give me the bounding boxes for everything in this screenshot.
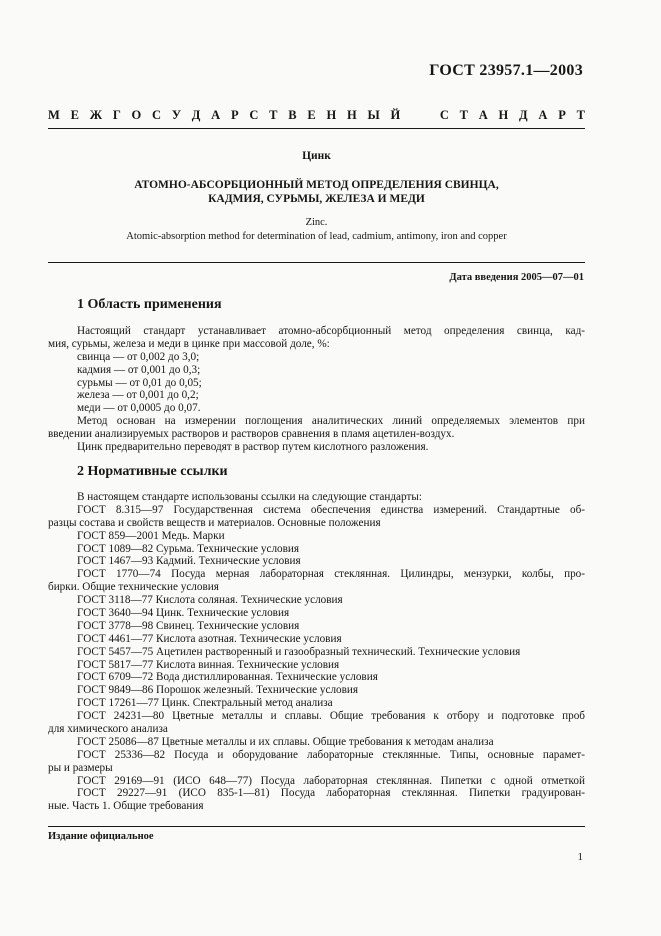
banner-letter: Т	[576, 108, 585, 122]
banner-letter: Р	[558, 108, 566, 122]
text-line: ГОСТ 24231—80 Цветные металлы и сплавы. Общие требования к отбору и подготовке проб	[77, 710, 585, 723]
text-line: ГОСТ 9849—86 Порошок железный. Технические условия	[77, 684, 359, 697]
document-title-line: КАДМИЯ, СУРЬМЫ, ЖЕЛЕЗА И МЕДИ	[208, 193, 425, 205]
english-title-line: Atomic-absorption method for determination of lead, cadmium, antimony, iron and copper	[126, 231, 507, 242]
text-line: ГОСТ 25336—82 Посуда и оборудование лабораторные стеклянные. Типы, основные парамет-	[77, 748, 585, 761]
text-line: введении анализируемых растворов и растворов сравнения в пламя ацетилен-воздух.	[48, 428, 455, 441]
banner-letter: Ы	[367, 108, 380, 122]
banner-letter: Р	[230, 108, 239, 122]
banner-letter: Е	[307, 108, 316, 122]
text-line: ГОСТ 1770—74 Посуда мерная лабораторная стеклянная. Цилиндры, мензурки, колбы, про-	[77, 568, 585, 581]
banner-letter: М	[48, 108, 60, 122]
banner-letter: С	[249, 108, 259, 122]
text-line: Настоящий стандарт устанавливает атомно-абсорбционный метод определения свинца, кад-	[77, 325, 585, 337]
banner-letter: Д	[191, 108, 201, 122]
document-title-line: АТОМНО-АБСОРБЦИОННЫЙ МЕТОД ОПРЕДЕЛЕНИЯ СВИНЦА,	[134, 179, 499, 191]
text-line: ГОСТ 29227—91 (ИСО 835-1—81) Посуда лабораторная стеклянная. Пипетки градуирован-	[77, 787, 585, 800]
text-line: Цинк предварительно переводят в раствор путем кислотного разложения.	[77, 441, 429, 454]
text-line: ГОСТ 1089—82 Сурьма. Технические условия	[77, 542, 300, 555]
banner-letter: Д	[519, 108, 528, 122]
text-line: ные. Часть 1. Общие требования	[48, 800, 204, 813]
text-line: ГОСТ 859—2001 Медь. Марки	[77, 529, 225, 542]
text-line: ГОСТ 3640—94 Цинк. Технические условия	[77, 607, 290, 620]
bottom-rule	[48, 826, 585, 827]
banner-word-gap	[411, 108, 429, 123]
text-line: бирки. Общие технические условия	[48, 581, 219, 594]
banner-letter: А	[211, 108, 221, 122]
banner-letter: У	[171, 108, 182, 122]
english-title	[48, 216, 585, 244]
banner-letter: С	[439, 108, 449, 122]
banner-letter: Н	[498, 108, 509, 122]
text-line: ГОСТ 4461—77 Кислота азотная. Технические условия	[77, 632, 342, 645]
text-line: В настоящем стандарте использованы ссылки на следующие стандарты:	[77, 491, 422, 503]
text-line: ГОСТ 25086—87 Цветные металлы и их сплавы. Общие требования к методам анализа	[77, 735, 494, 748]
text-line: ГОСТ 3118—77 Кислота соляная. Технические условия	[77, 594, 343, 607]
banner-letter: Г	[112, 108, 121, 122]
text-line: ГОСТ 1467—93 Кадмий. Технические условия	[77, 555, 301, 568]
middle-rule	[48, 262, 585, 263]
banner-letter: Т	[269, 108, 278, 122]
section-2-heading: 2 Нормативные ссылки	[77, 464, 228, 479]
banner-letter: Н	[347, 108, 357, 122]
section-2-body	[48, 491, 585, 813]
banner-letter: Ж	[89, 108, 103, 122]
text-line: разцы состава и свойств веществ и материалов. Основные положения	[48, 516, 381, 529]
banner-letter: Н	[326, 108, 337, 122]
text-line: для химического анализа	[48, 723, 168, 736]
text-line: ГОСТ 3778—98 Свинец. Технические условия	[77, 619, 300, 632]
banner-letter: О	[131, 108, 142, 122]
banner-letter: С	[152, 108, 162, 122]
text-line: ГОСТ 5457—75 Ацетилен растворенный и газообразный технический. Технические условия	[77, 645, 521, 658]
text-line: меди — от 0,0005 до 0,07.	[77, 402, 201, 415]
banner-letter: Е	[70, 108, 79, 122]
text-line: ры и размеры	[48, 761, 113, 774]
text-line: ГОСТ 8.315—97 Государственная система обеспечения единства измерений. Стандартные об-	[77, 503, 585, 516]
page-number: 1	[577, 851, 583, 863]
edition-label: Издание официальное	[48, 831, 154, 842]
document-title	[48, 178, 585, 206]
text-line: кадмия — от 0,001 до 0,3;	[77, 363, 201, 376]
introduction-date: Дата введения 2005—07—01	[449, 272, 584, 283]
text-line: ГОСТ 5817—77 Кислота винная. Технические условия	[77, 658, 340, 671]
banner-letter: Т	[459, 108, 468, 122]
english-title-line: Zinc.	[305, 217, 328, 228]
section-1-body	[48, 325, 585, 454]
text-line: железа — от 0,001 до 0,2;	[77, 389, 199, 402]
text-line: ГОСТ 29169—91 (ИСО 648—77) Посуда лабораторная стеклянная. Пипетки с одной отметкой	[77, 774, 585, 787]
top-rule	[48, 128, 585, 129]
document-subject: Цинк	[302, 150, 331, 162]
banner-letter: В	[288, 108, 297, 122]
banner-letter: А	[478, 108, 488, 122]
interstate-standard-banner	[48, 108, 585, 123]
gost-number: ГОСТ 23957.1—2003	[429, 62, 583, 79]
section-1-heading: 1 Область применения	[77, 297, 222, 312]
text-line: Метод основан на измерении поглощения аналитических линий определяемых элементов при	[77, 415, 585, 428]
text-line: мия, сурьмы, железа и меди в цинке при массовой доле, %:	[48, 337, 330, 350]
text-line: свинца — от 0,002 до 3,0;	[77, 350, 200, 363]
banner-letter: А	[538, 108, 548, 122]
text-line: сурьмы — от 0,01 до 0,05;	[77, 376, 202, 389]
text-line: ГОСТ 6709—72 Вода дистиллированная. Технические условия	[77, 671, 378, 684]
banner-letter: Й	[390, 108, 401, 122]
text-line: ГОСТ 17261—77 Цинк. Спектральный метод анализа	[77, 697, 333, 710]
